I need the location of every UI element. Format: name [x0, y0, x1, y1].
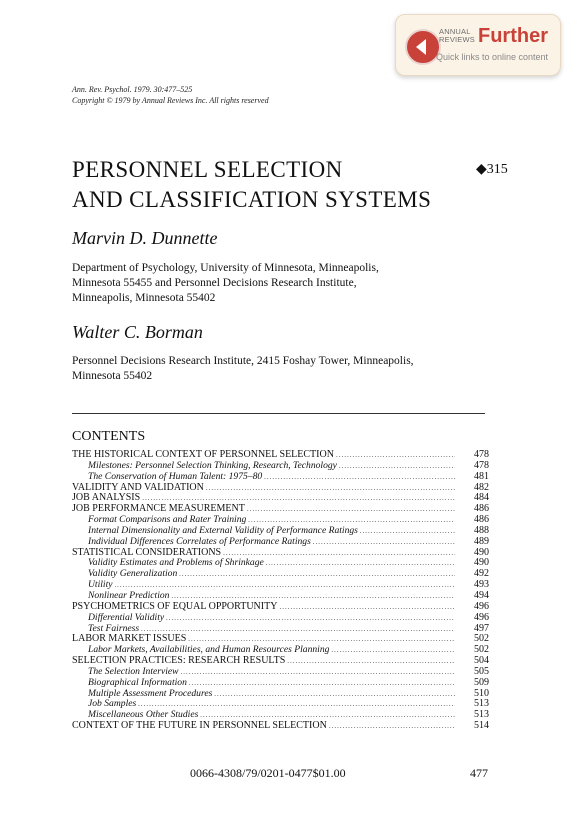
- toc-entry-page: 513: [474, 709, 489, 721]
- toc-entry-title: Utility: [88, 579, 113, 591]
- toc-entry-title: PSYCHOMETRICS OF EQUAL OPPORTUNITY: [72, 600, 278, 612]
- toc-entry[interactable]: [72, 613, 489, 624]
- affiliation-line: Department of Psychology, University of Minnesota, Minneapolis,: [72, 262, 379, 274]
- toc-entry[interactable]: [72, 678, 489, 689]
- toc-entry-title: Individual Differences Correlates of Performance Ratings: [88, 535, 311, 547]
- toc-entry-title: SELECTION PRACTICES: RESEARCH RESULTS: [72, 655, 286, 667]
- toc-leader-dots: [189, 678, 455, 689]
- toc-entry-title: CONTEXT OF THE FUTURE IN PERSONNEL SELECTION: [72, 720, 327, 732]
- toc-entry-page: 478: [474, 449, 489, 460]
- toc-entry-title: Test Fairness: [88, 622, 140, 634]
- footer-code: 0066-4308/79/0201-0477$01.00: [190, 766, 346, 780]
- toc-leader-dots: [166, 613, 455, 624]
- footer-page-number: 477: [470, 766, 488, 780]
- toc-entry-page: 504: [474, 655, 489, 667]
- author-affiliation: [72, 354, 472, 384]
- table-of-contents: [72, 450, 489, 732]
- toc-entry[interactable]: [72, 472, 489, 483]
- toc-entry-title: The Selection Interview: [88, 665, 179, 677]
- further-label: Further: [478, 25, 548, 47]
- toc-leader-dots: [287, 656, 455, 667]
- affiliation-line: Minnesota 55402: [72, 370, 153, 382]
- toc-entry-title: STATISTICAL CONSIDERATIONS: [72, 546, 222, 558]
- citation-line-2: Copyright © 1979 by Annual Reviews Inc. All rights reserved: [72, 96, 269, 105]
- toc-leader-dots: [141, 624, 455, 635]
- toc-leader-dots: [279, 602, 455, 613]
- toc-leader-dots: [181, 667, 455, 678]
- toc-leader-dots: [339, 461, 455, 472]
- toc-entry-title: Biographical Information: [88, 676, 187, 688]
- article-title: [72, 155, 431, 215]
- toc-leader-dots: [266, 558, 455, 569]
- annual-reviews-further-badge[interactable]: [395, 14, 561, 76]
- author-name: Marvin D. Dunnette: [72, 228, 218, 248]
- toc-entry-title: THE HISTORICAL CONTEXT OF PERSONNEL SELECTION: [72, 449, 334, 460]
- toc-entry-page: 496: [474, 600, 489, 612]
- toc-leader-dots: [360, 526, 455, 537]
- title-line-2: AND CLASSIFICATION SYSTEMS: [72, 187, 432, 212]
- toc-entry-page: 494: [474, 589, 489, 601]
- affiliation-line: Minneapolis, Minnesota 55402: [72, 292, 216, 304]
- contents-heading: CONTENTS: [72, 429, 146, 444]
- toc-leader-dots: [329, 721, 455, 732]
- toc-leader-dots: [331, 645, 455, 656]
- author-affiliation: [72, 261, 472, 306]
- affiliation-line: Minnesota 55455 and Personnel Decisions Research Institute,: [72, 277, 357, 289]
- toc-entry-title: Differential Validity: [88, 611, 165, 623]
- quick-links-label: Quick links to online content: [436, 52, 549, 62]
- toc-entry-title: The Conservation of Human Talent: 1975–80: [88, 470, 263, 482]
- toc-entry-page: 478: [474, 459, 489, 471]
- toc-entry-page: 513: [474, 698, 489, 710]
- toc-entry-page: 484: [474, 492, 489, 504]
- toc-leader-dots: [247, 504, 455, 515]
- toc-entry-page: 502: [474, 644, 489, 656]
- toc-entry-page: 509: [474, 676, 489, 688]
- page-marker: ◆315: [476, 162, 508, 177]
- toc-leader-dots: [264, 472, 455, 483]
- annual-reviews-label: ANNUAL REVIEWS: [439, 27, 475, 44]
- toc-entry-page: 493: [474, 579, 489, 591]
- toc-leader-dots: [206, 483, 455, 494]
- toc-entry-title: Validity Estimates and Problems of Shrinkage: [88, 557, 264, 569]
- toc-entry-title: Validity Generalization: [88, 568, 178, 580]
- toc-entry-page: 482: [474, 481, 489, 493]
- toc-leader-dots: [336, 450, 455, 461]
- affiliation-line: Personnel Decisions Research Institute, 2415 Foshay Tower, Minneapolis,: [72, 355, 414, 367]
- toc-entry-title: Nonlinear Prediction: [88, 589, 170, 601]
- toc-entry-title: VALIDITY AND VALIDATION: [72, 481, 204, 493]
- toc-entry-page: 497: [474, 622, 489, 634]
- toc-entry-page: 492: [474, 568, 489, 580]
- toc-entry-title: Milestones: Personnel Selection Thinking, Research, Technology: [88, 459, 337, 471]
- toc-entry[interactable]: [72, 537, 489, 548]
- toc-entry-title: Internal Dimensionality and External Validity of Performance Ratings: [88, 524, 358, 536]
- toc-entry-title: Format Comparisons and Rater Training: [88, 514, 247, 526]
- toc-entry-page: 486: [474, 503, 489, 515]
- toc-entry[interactable]: [72, 569, 489, 580]
- toc-leader-dots: [179, 569, 455, 580]
- toc-entry-page: 490: [474, 546, 489, 558]
- citation-line-1: Ann. Rev. Psychol. 1979. 30:477–525: [72, 85, 193, 94]
- section-divider: [72, 413, 485, 414]
- toc-entry-title: Labor Markets, Availabilities, and Human Resources Planning: [88, 644, 330, 656]
- toc-entry-title: Multiple Assessment Procedures: [88, 687, 213, 699]
- toc-entry-title: JOB PERFORMANCE MEASUREMENT: [72, 503, 245, 515]
- author-name: Walter C. Borman: [72, 322, 203, 342]
- toc-entry-page: 486: [474, 514, 489, 526]
- toc-entry-page: 490: [474, 557, 489, 569]
- toc-entry-title: LABOR MARKET ISSUES: [72, 633, 187, 645]
- toc-entry-title: Miscellaneous Other Studies: [88, 709, 199, 721]
- toc-entry-page: 488: [474, 524, 489, 536]
- title-line-1: PERSONNEL SELECTION: [72, 157, 343, 182]
- toc-entry-page: 481: [474, 470, 489, 482]
- toc-entry-page: 502: [474, 633, 489, 645]
- toc-leader-dots: [214, 689, 455, 700]
- toc-entry-page: 510: [474, 687, 489, 699]
- toc-entry-page: 505: [474, 665, 489, 677]
- toc-entry-page: 489: [474, 535, 489, 547]
- toc-entry[interactable]: [72, 721, 489, 732]
- toc-entry-page: 496: [474, 611, 489, 623]
- toc-entry-title: JOB ANALYSIS: [72, 492, 141, 504]
- toc-leader-dots: [313, 537, 455, 548]
- toc-entry-title: Job Samples: [88, 698, 137, 710]
- toc-entry-page: 514: [474, 720, 489, 732]
